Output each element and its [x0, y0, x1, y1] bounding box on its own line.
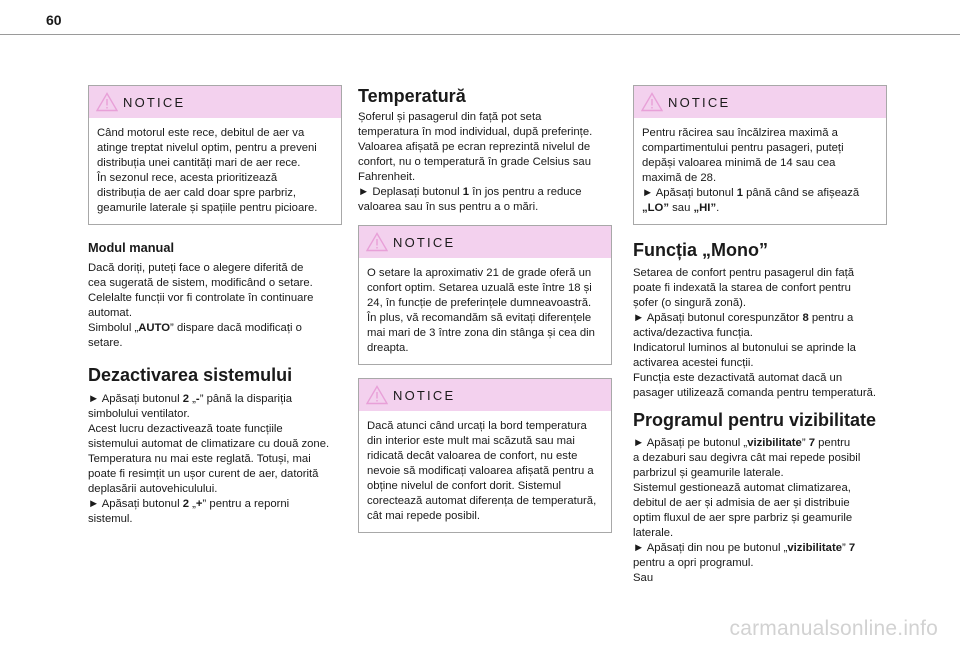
text-line: setare. [88, 337, 123, 349]
text-line: Simbolul „AUTO” dispare dacă modificați o [88, 322, 302, 334]
notice-body [89, 118, 341, 224]
text-line: distribuția unei cantități mari de aer rece. [97, 157, 301, 169]
notice-body [634, 118, 886, 224]
text-line: distribuția de aer cald doar spre parbriz, [97, 187, 297, 199]
notice-title: NOTICE [393, 388, 456, 403]
text-line: „LO” sau „HI”. [642, 202, 720, 214]
text-line: a dezaburi sau degivra cât mai repede posibil [633, 452, 861, 464]
text-line: obține nivelul de confort dorit. Sistemul [367, 480, 562, 492]
page-number: 60 [46, 12, 62, 28]
text-line: nevoie să modificați valoarea afișată pentru a [367, 465, 594, 477]
text-line: Setarea de confort pentru pasagerul din față [633, 267, 855, 279]
text-line: șofer (o singură zonă). [633, 297, 747, 309]
text-line: automat. [88, 307, 132, 319]
text-line: Sau [633, 572, 654, 584]
text-line: parbrizul și geamurile laterale. [633, 467, 784, 479]
text-line: corectează automat diferența de temperatură, [367, 495, 597, 507]
text-line: compartimentului pentru pasageri, puteți [642, 142, 844, 154]
notice-box-max-heating [633, 85, 887, 225]
text-line: cât mai repede posibil. [367, 510, 481, 522]
text-line: Când motorul este rece, debitul de aer va [97, 127, 305, 139]
text-line: deplasării autovehiculului. [88, 483, 218, 495]
warning-icon [366, 385, 388, 405]
text-line: sistemul. [88, 513, 133, 525]
notice-body [359, 411, 611, 532]
text-line: ► Apăsați butonul corespunzător 8 pentru a [633, 312, 854, 324]
text-line: valoarea sau în sus pentru a o mări. [358, 201, 539, 213]
text-line: debitul de aer și admisia de aer și distribuie [633, 497, 850, 509]
warning-icon [366, 232, 388, 252]
text-line: pasager utilizează comanda pentru temperatură. [633, 387, 877, 399]
text-line: Dacă atunci când urcați la bord temperatura [367, 420, 587, 432]
text-line: Acest lucru dezactivează toate funcțiile [88, 423, 283, 435]
heading-manual-mode: Modul manual [88, 240, 175, 255]
text-line: maximă de 28. [642, 172, 717, 184]
text-line: mai mari de 3 între zona din stânga și cea din [367, 327, 595, 339]
column-3 [633, 85, 887, 586]
text-line: atinge treptat nivelul optim, pentru a preveni [97, 142, 317, 154]
notice-header [359, 226, 611, 258]
text-line: simbolului ventilator. [88, 408, 190, 420]
text-line: din interior este mult mai scăzută sau mai [367, 435, 575, 447]
text-line: dreapta. [367, 342, 409, 354]
text-line: O setare la aproximativ 21 de grade oferă un [367, 267, 592, 279]
text-line: ► Apăsați butonul 2 „+” pentru a reporni [88, 498, 290, 510]
notice-title: NOTICE [668, 95, 731, 110]
text-line: ► Apăsați pe butonul „vizibilitate” 7 pentru [633, 437, 851, 449]
notice-box-cold-engine [88, 85, 342, 225]
text-line: activa/dezactiva funcția. [633, 327, 753, 339]
text-line: În plus, vă recomandăm să evitați diferențele [367, 312, 592, 324]
notice-header [634, 86, 886, 118]
notice-title: NOTICE [393, 235, 456, 250]
text-line: În sezonul rece, acesta prioritizează [97, 172, 278, 184]
text-line: sistemului automat de climatizare cu două zone. [88, 438, 330, 450]
text-line: Șoferul și pasagerul din față pot seta [358, 111, 542, 123]
text-line: geamurile laterale și spațiile pentru picioare. [97, 202, 318, 214]
notice-box-comfort-setting [358, 225, 612, 365]
text-line: ridicată decât valoarea de confort, nu este [367, 450, 578, 462]
notice-header [359, 379, 611, 411]
warning-icon [96, 92, 118, 112]
text-line: confort, nu o temperatură în grade Celsius sau [358, 156, 591, 168]
text-line: Fahrenheit. [358, 171, 416, 183]
text-line: activarea acestei funcții. [633, 357, 754, 369]
heading-deactivation: Dezactivarea sistemului [88, 365, 293, 385]
text-line: pentru a opri programul. [633, 557, 754, 569]
text-line: temperatura în mod individual, după preferințe. [358, 126, 593, 138]
text-line: Temperatura nu mai este reglată. Totuși, mai [88, 453, 311, 465]
column-1 [88, 85, 342, 527]
column-2 [358, 85, 612, 533]
text-line: ► Apăsați butonul 1 până când se afișează [642, 187, 860, 199]
notice-header [89, 86, 341, 118]
text-line: laterale. [633, 527, 674, 539]
text-line: depăși valoarea minimă de 14 sau cea [642, 157, 836, 169]
text-line: confort optim. Setarea uzuală este între 18 și [367, 282, 592, 294]
notice-title: NOTICE [123, 95, 186, 110]
text-line: optim fluxul de aer spre parbriz și geamurile [633, 512, 853, 524]
notice-box-boarding-temperature [358, 378, 612, 533]
text-line: Valoarea afișată pe ecran reprezintă nivelul de [358, 141, 591, 153]
warning-icon [641, 92, 663, 112]
text-line: Funcția este dezactivată automat dacă un [633, 372, 843, 384]
text-line: ► Apăsați butonul 2 „-” până la dispariția [88, 393, 292, 405]
text-line: poate fi resimțit un ușor curent de aer, datorită [88, 468, 319, 480]
text-line: poate fi indexată la starea de confort pentru [633, 282, 851, 294]
top-divider [0, 34, 960, 35]
text-line: 24, în funcție de preferințele dumneavoastră. [367, 297, 592, 309]
heading-mono-function: Funcția „Mono” [633, 240, 768, 260]
watermark: carmanualsonline.info [729, 617, 938, 640]
text-line: ► Apăsați din nou pe butonul „vizibilitate” 7 [633, 542, 856, 554]
text-line: ► Deplasați butonul 1 în jos pentru a reduce [358, 186, 582, 198]
text-line: Celelalte funcții vor fi controlate în continuare [88, 292, 314, 304]
text-line: cea sugerată de sistem, modificând o setare. [88, 277, 313, 289]
heading-visibility-program: Programul pentru vizibilitate [633, 410, 877, 430]
notice-body [359, 258, 611, 364]
text-line: Indicatorul luminos al butonului se aprinde la [633, 342, 856, 354]
text-line: Sistemul gestionează automat climatizarea, [633, 482, 851, 494]
heading-temperature: Temperatură [358, 86, 466, 106]
text-line: Dacă doriți, puteți face o alegere diferită de [88, 262, 304, 274]
text-line: Pentru răcirea sau încălzirea maximă a [642, 127, 838, 139]
